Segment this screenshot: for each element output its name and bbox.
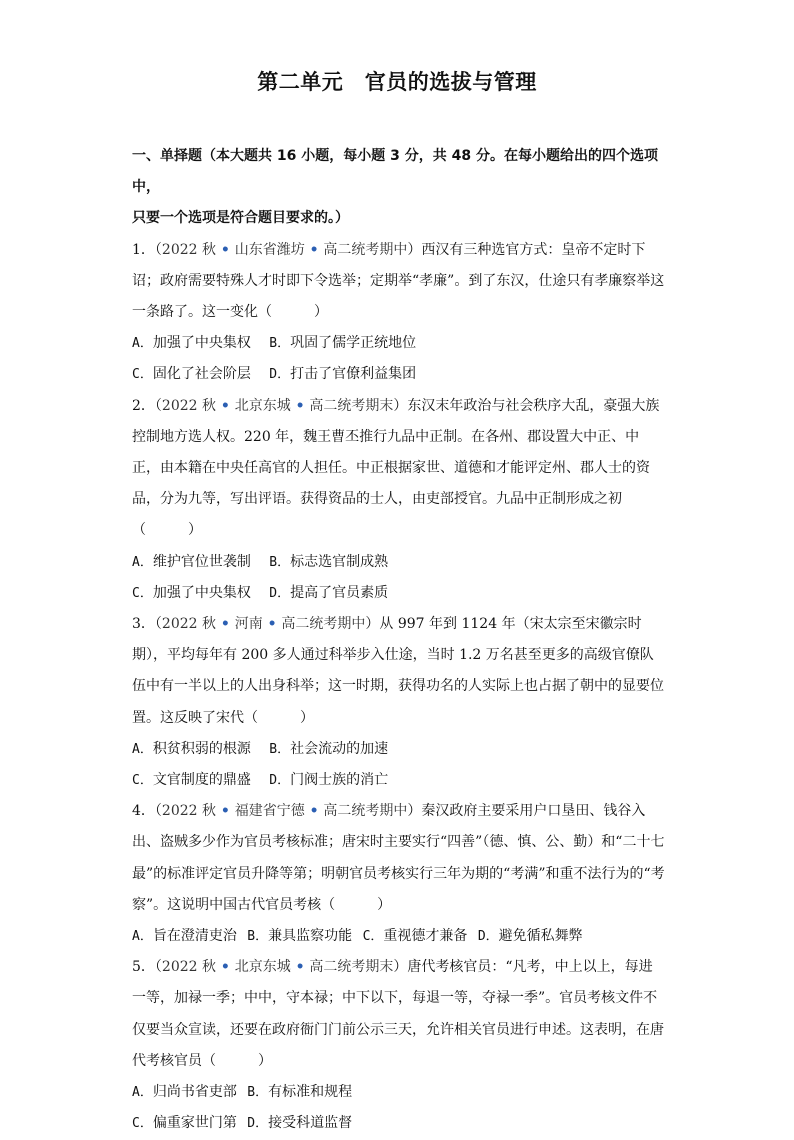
question-stem bbox=[132, 391, 666, 547]
option-b[interactable]: B．标志选官制成熟 bbox=[269, 553, 389, 570]
option-a[interactable]: A．维护官位世袭制 bbox=[132, 553, 251, 570]
question-stem bbox=[132, 796, 666, 921]
options-row-2 bbox=[132, 765, 666, 796]
question-number: 5． bbox=[132, 959, 155, 976]
question-4 bbox=[132, 796, 666, 952]
option-a[interactable]: A．积贫积弱的根源 bbox=[132, 740, 251, 757]
page-title: 第二单元 官员的选拔与管理 bbox=[257, 70, 537, 94]
option-b[interactable]: B．巩固了儒学正统地位 bbox=[269, 335, 417, 352]
question-5 bbox=[132, 952, 666, 1139]
option-a[interactable]: A．旨在澄清吏治 bbox=[132, 928, 237, 945]
option-c[interactable]: C．加强了中央集权 bbox=[132, 584, 251, 601]
option-d[interactable]: D．提高了官员素质 bbox=[269, 584, 389, 601]
question-text: 从 997 年到 1124 年（宋太宗至宋徽宗时期），平均每年有 200 多人通过科举步入仕途，当时 1.2 万名甚至更多的高级官僚队伍中有一半以上的人出身科举；这一时期，获得功名的人实际上也占据了朝中的显要位置。这反映了宋代（ ） bbox=[132, 616, 664, 726]
question-text: 秦汉政府主要采用户口垦田、钱谷入出、盗贼多少作为官员考核标准；唐宋时主要实行“四善”（德、慎、公、勤）和“二十七最”的标准评定官员升降等第；明朝官员考核实行三年为期的“考满”和重不法行为的“考察”。这说明中国古代官员考核（ ） bbox=[132, 803, 665, 913]
question-2 bbox=[132, 391, 666, 609]
options-row-1 bbox=[132, 734, 666, 765]
question-stem bbox=[132, 952, 666, 1077]
question-stem bbox=[132, 235, 666, 329]
question-source: （2022 秋 • 河南 • 高二统考期中） bbox=[154, 616, 380, 633]
option-c[interactable]: C．偏重家世门第 bbox=[132, 1115, 237, 1132]
question-source: （2022 秋 • 福建省宁德 • 高二统考期中） bbox=[154, 803, 422, 820]
question-source: （2022 秋 • 北京东城 • 高二统考期末） bbox=[154, 959, 408, 976]
question-number: 3． bbox=[132, 616, 155, 633]
options-row-1 bbox=[132, 921, 666, 952]
question-stem bbox=[132, 609, 666, 734]
option-d[interactable]: D．打击了官僚利益集团 bbox=[269, 366, 417, 383]
section-heading-line1: 一、单择题（本大题共 16 小题，每小题 3 分，共 48 分。在每小题给出的四个选项中， bbox=[132, 148, 658, 196]
options-row-2 bbox=[132, 578, 666, 609]
question-number: 4． bbox=[132, 803, 155, 820]
question-text: 唐代考核官员：“凡考，中上以上，每进一等，加禄一季；中中，守本禄；中下以下，每退一等，夺禄一季”。官员考核文件不仅要当众宣读，还要在政府衙门门前公示三天，允许相关官员进行申述。这表明，在唐代考核官员（ ） bbox=[132, 959, 664, 1069]
question-number: 1． bbox=[132, 241, 155, 258]
option-a[interactable]: A．加强了中央集权 bbox=[132, 335, 251, 352]
option-b[interactable]: B．兼具监察功能 bbox=[247, 928, 353, 945]
option-a[interactable]: A．归尚书省吏部 bbox=[132, 1084, 237, 1101]
option-c[interactable]: C．固化了社会阶层 bbox=[132, 366, 251, 383]
question-text: 东汉末年政治与社会秩序大乱，豪强大族控制地方选人权。220 年，魏王曹丕推行九品中正制。在各州、郡设置大中正、中正，由本籍在中央任高官的人担任。中正根据家世、道德和才能评定州、郡人士的资品，分为九等，写出评语。获得资品的士人，由吏部授官。九品中正制形成之初（ ） bbox=[132, 397, 660, 539]
option-d[interactable]: D．避免循私舞弊 bbox=[477, 928, 583, 945]
option-b[interactable]: B．社会流动的加速 bbox=[269, 740, 389, 757]
question-text: 西汉有三种选官方式：皇帝不定时下诏；政府需要特殊人才时即下令选举；定期举“孝廉”。到了东汉，仕途只有孝廉察举这一条路了。这一变化（ ） bbox=[132, 241, 665, 321]
option-c[interactable]: C．重视德才兼备 bbox=[362, 928, 468, 945]
options-row-1 bbox=[132, 547, 666, 578]
options-row-1 bbox=[132, 328, 666, 359]
question-source: （2022 秋 • 山东省潍坊 • 高二统考期中） bbox=[154, 241, 422, 258]
question-1 bbox=[132, 235, 666, 391]
option-d[interactable]: D．门阀士族的消亡 bbox=[269, 772, 389, 789]
question-3 bbox=[132, 609, 666, 796]
option-c[interactable]: C．文官制度的鼎盛 bbox=[132, 772, 251, 789]
section-heading-line2: 只要一个选项是符合题目要求的。） bbox=[132, 210, 349, 227]
document-body bbox=[132, 141, 666, 1140]
options-row-2 bbox=[132, 1108, 666, 1139]
options-row-1 bbox=[132, 1077, 666, 1108]
option-d[interactable]: D．接受科道监督 bbox=[247, 1115, 353, 1132]
options-row-2 bbox=[132, 359, 666, 390]
option-b[interactable]: B．有标准和规程 bbox=[247, 1084, 353, 1101]
question-number: 2． bbox=[132, 397, 155, 414]
section-heading bbox=[132, 141, 666, 235]
question-source: （2022 秋 • 北京东城 • 高二统考期末） bbox=[154, 397, 408, 414]
